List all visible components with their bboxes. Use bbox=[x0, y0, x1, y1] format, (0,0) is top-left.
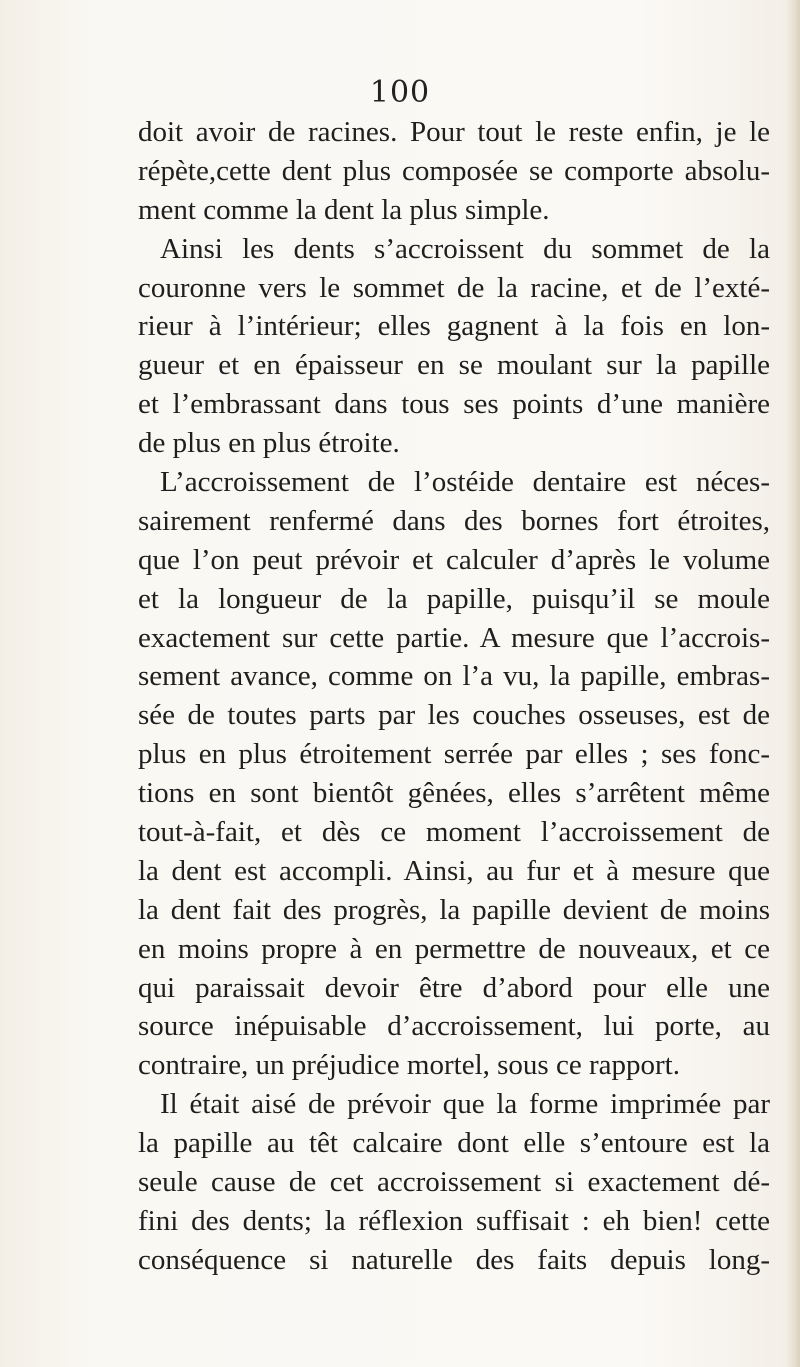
text-line: qui paraissait devoir être d’abord pour elle une bbox=[138, 971, 770, 1004]
text-line: fini des dents; la réflexion suffisait : eh bien! cette bbox=[138, 1204, 770, 1237]
text-line: Il était aisé de prévoir que la forme imprimée par bbox=[160, 1088, 770, 1121]
text-line: et l’embrassant dans tous ses points d’une manière bbox=[138, 388, 770, 421]
text-line: la papille au têt calcaire dont elle s’entoure est la bbox=[138, 1127, 770, 1160]
text-line: contraire, un préjudice mortel, sous ce rapport. bbox=[138, 1049, 680, 1082]
text-line: que l’on peut prévoir et calculer d’après le volume bbox=[138, 543, 770, 576]
text-line: plus en plus étroitement serrée par elles ; ses fonc- bbox=[138, 738, 770, 771]
text-line: gueur et en épaisseur en se moulant sur la papille bbox=[138, 349, 770, 382]
text-line: et la longueur de la papille, puisqu’il se moule bbox=[138, 582, 770, 615]
text-line: répète,cette dent plus composée se comporte absolu- bbox=[138, 154, 770, 187]
text-line: sement avance, comme on l’a vu, la papille, embras- bbox=[138, 660, 770, 693]
text-line: de plus en plus étroite. bbox=[138, 427, 400, 460]
text-line: tions en sont bientôt gênées, elles s’arrêtent même bbox=[138, 777, 770, 810]
text-line: seule cause de cet accroissement si exactement dé- bbox=[138, 1166, 770, 1199]
text-line: sairement renfermé dans des bornes fort étroites, bbox=[138, 504, 770, 537]
text-line: exactement sur cette partie. A mesure que l’accrois- bbox=[138, 621, 770, 654]
text-line: source inépuisable d’accroissement, lui porte, au bbox=[138, 1010, 770, 1043]
text-line: doit avoir de racines. Pour tout le reste enfin, je le bbox=[138, 116, 770, 148]
text-line: conséquence si naturelle des faits depuis long- bbox=[138, 1243, 770, 1276]
text-line: en moins propre à en permettre de nouveaux, et ce bbox=[138, 932, 770, 965]
page-edge-shadow bbox=[786, 0, 800, 1367]
text-line: ment comme la dent la plus simple. bbox=[138, 193, 550, 226]
text-line: la dent fait des progrès, la papille devient de moins bbox=[138, 893, 770, 926]
text-line: la dent est accompli. Ainsi, au fur et à mesure que bbox=[138, 854, 770, 887]
text-line: tout-à-fait, et dès ce moment l’accroissement de bbox=[138, 816, 770, 849]
page-number: 100 bbox=[369, 75, 431, 110]
text-line: sée de toutes parts par les couches osseuses, est de bbox=[138, 699, 770, 732]
text-line: Ainsi les dents s’accroissent du sommet de la bbox=[160, 232, 770, 265]
body-text bbox=[138, 113, 770, 1280]
text-line: couronne vers le sommet de la racine, et de l’exté- bbox=[138, 271, 770, 304]
text-line: rieur à l’intérieur; elles gagnent à la fois en lon- bbox=[138, 310, 770, 343]
text-line: L’accroissement de l’ostéide dentaire est néces- bbox=[160, 466, 770, 499]
